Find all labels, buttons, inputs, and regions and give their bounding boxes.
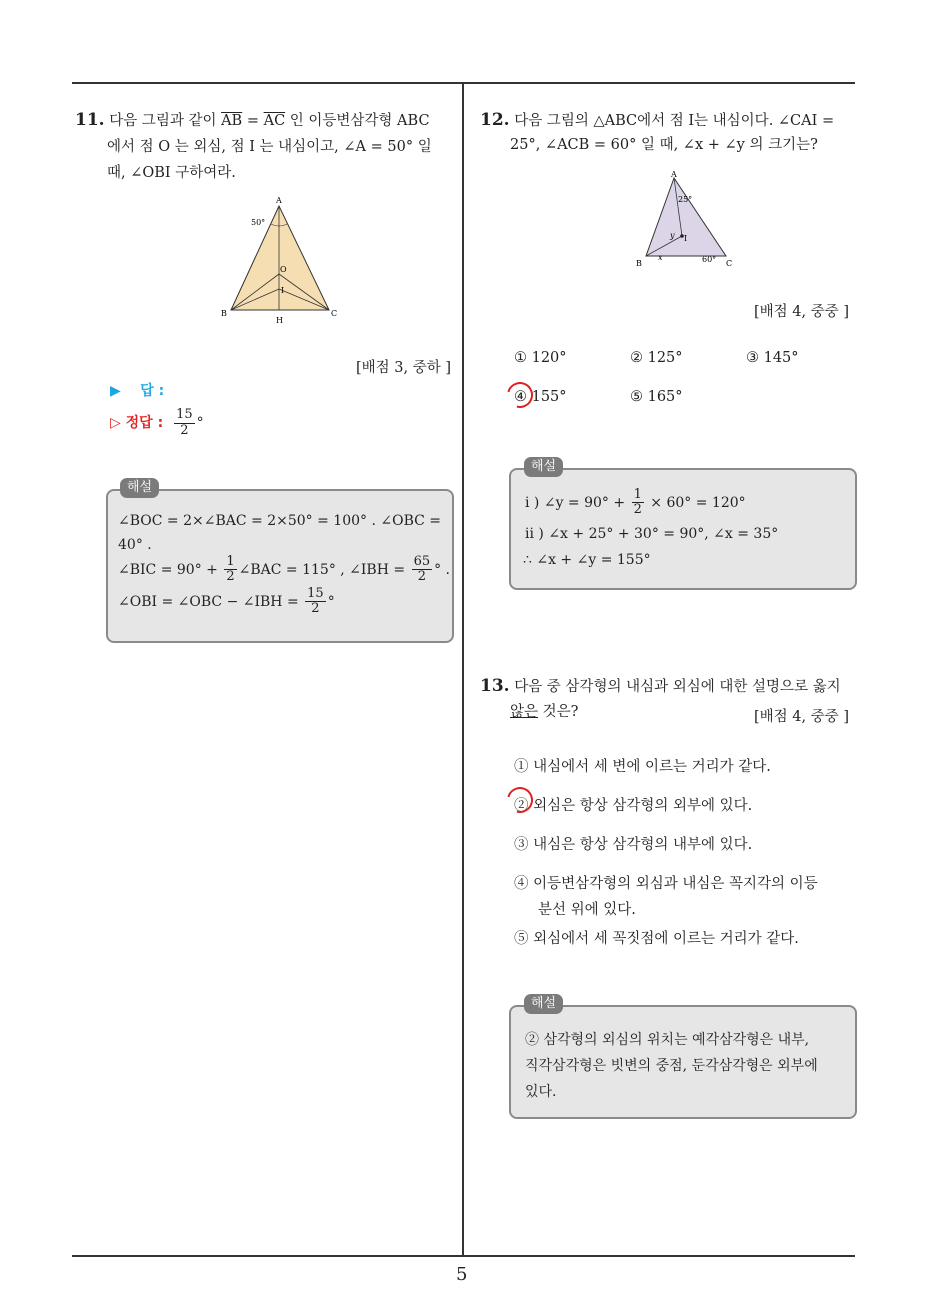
q11-sol-line2: 40° . [118,537,152,553]
label-b: B [636,259,642,268]
q12-score: [배점 4, 중중 ] [754,304,850,320]
segment-ab: $\overline{AB}$ [221,113,243,129]
label-a: A [276,196,282,205]
q12-choice-5[interactable]: ⑤ 165° [630,389,683,405]
q11-sol-line4: ∠OBI = ∠OBC − ∠IBH = $\frac{15}{2}$ ° [118,586,335,617]
label-a: A [671,170,677,179]
page-number: 5 [456,1264,468,1285]
label-x: x [658,253,663,262]
q11-text-line1: 11. 다음 그림과 같이 $\overline{AB} = \overline{AC}$ 인 이등변삼각형 ABC [75,110,430,130]
q12-sol-line1: i ) ∠y = 90° + $\frac{1}{2}$ × 60° = 120° [525,487,746,518]
label-angle-60: 60° [702,255,717,264]
q12-choice-4[interactable]: ④ 155° [514,389,567,405]
q13-choice-3[interactable]: ③ 내심은 항상 삼각형의 내부에 있다. [514,837,753,853]
q13-sol-line1: ② 삼각형의 외심의 위치는 예각삼각형은 내부, [525,1032,810,1048]
q11-solution-tab: 해설 [120,478,159,498]
q12-text-line2: 25°, ∠ACB = 60° 일 때, ∠x + ∠y 의 크기는? [510,137,818,153]
answer-label: 답 : [140,383,165,399]
q13-sol-line3: 있다. [525,1084,557,1100]
q11-triangle-figure [215,192,345,327]
q13-text-line2: 않은 것은? [510,704,579,720]
q11-answer-row [110,384,164,398]
triangle-abc [646,178,726,256]
q11-text-line2: 에서 점 O 는 외심, 점 I 는 내심이고, ∠A = 50° 일 [107,139,432,155]
top-rule [72,82,855,84]
q13-solution-box [509,1005,857,1119]
label-i: I [281,286,285,295]
q12-number: 12. [480,110,510,130]
q13-score: [배점 4, 중중 ] [754,709,850,725]
label-angle-50: 50° [251,218,266,227]
q12-text-line1: 12. 다음 그림의 △ABC에서 점 I는 내심이다. ∠CAI = [480,110,835,130]
q13-solution-tab: 해설 [524,994,563,1014]
q11-text-line3: 때, ∠OBI 구하여라. [107,165,236,181]
q11-correct-row: ▷ 정답 : $\frac{15}{2}$ ° [110,407,204,438]
label-i: I [684,234,688,243]
q12-sol-line3: ∴ ∠x + ∠y = 155° [523,552,651,568]
q11-number: 11. [75,110,105,130]
emphasis-not: 않은 [510,704,539,720]
label-y: y [670,231,675,240]
q12-triangle-figure [630,168,740,273]
q12-choice-1[interactable]: ① 120° [514,350,567,366]
q12-sol-line2: ii ) ∠x + 25° + 30° = 90°, ∠x = 35° [525,526,779,542]
correct-fraction: $\frac{15}{2}$ [176,407,193,438]
q12-choice-3[interactable]: ③ 145° [746,350,799,366]
label-c: C [726,259,733,268]
q12-choice-2[interactable]: ② 125° [630,350,683,366]
q13-choice-4[interactable]: ④ 이등변삼각형의 외심과 내심은 꼭지각의 이등 [514,876,818,892]
outline-play-icon: ▷ [110,415,121,431]
label-b: B [221,309,227,318]
q12-solution-tab: 해설 [524,457,563,477]
q13-number: 13. [480,676,510,696]
q11-sol-line3: ∠BIC = 90° + $\frac{1}{2}$ ∠BAC = 115° , ∠IBH = $\frac{65}{2}$ ° . [118,554,451,585]
q13-choice-4-cont: 분선 위에 있다. [538,902,636,918]
q13-choice-1[interactable]: ① 내심에서 세 변에 이르는 거리가 같다. [514,759,771,775]
label-h: H [276,316,283,325]
q12-selected-mark [502,377,538,413]
segment-ac: $\overline{AC}$ [263,113,286,129]
label-o: O [280,265,287,274]
bottom-rule [72,1255,855,1257]
column-divider [462,83,464,1256]
q11-sol-line1: ∠BOC = 2×∠BAC = 2×50° = 100° . ∠OBC = [118,513,442,529]
q13-sol-line2: 직각삼각형은 빗변의 중점, 둔각삼각형은 외부에 [525,1058,818,1074]
q11-score: [배점 3, 중하 ] [356,360,452,376]
label-c: C [331,309,338,318]
play-icon: ▶ [110,383,121,399]
q13-choice-2[interactable]: ② 외심은 항상 삼각형의 외부에 있다. [514,798,753,814]
correct-label: 정답 : [125,415,164,431]
q11-solution-box [106,489,454,643]
q13-text-line1: 13. 다음 중 삼각형의 내심과 외심에 대한 설명으로 옳지 [480,676,841,696]
label-angle-25: 25° [678,195,693,204]
q13-choice-5[interactable]: ⑤ 외심에서 세 꼭짓점에 이르는 거리가 같다. [514,931,799,947]
q12-solution-box [509,468,857,590]
triangle-abc [231,206,329,310]
